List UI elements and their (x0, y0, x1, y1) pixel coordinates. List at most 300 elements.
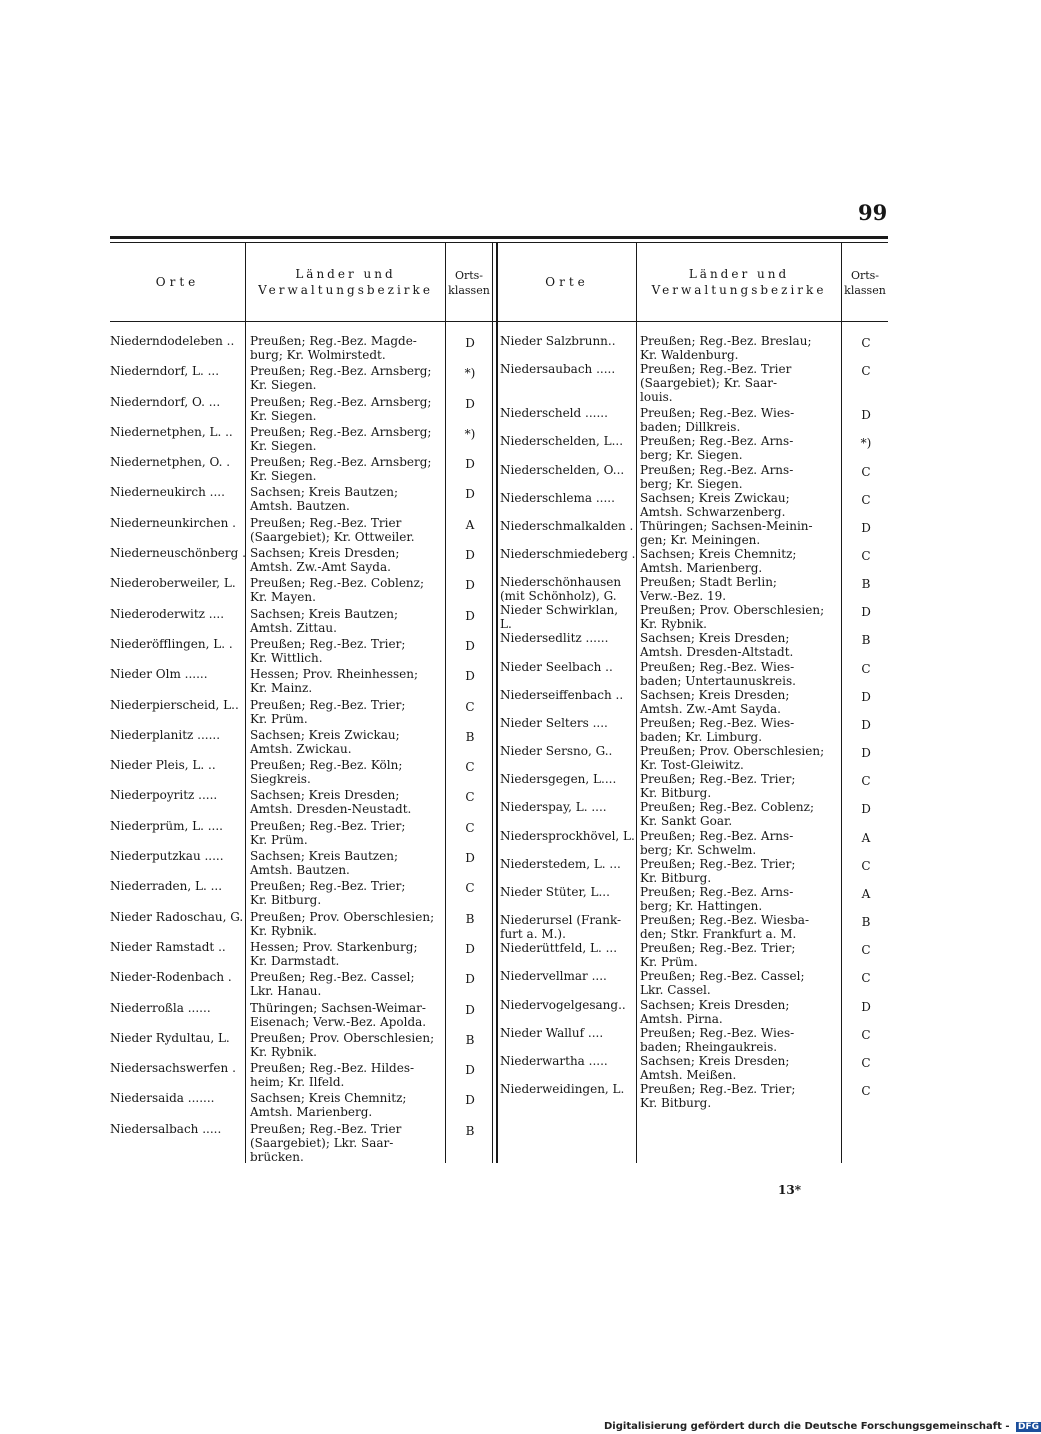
table-row (500, 688, 888, 716)
table-row (110, 546, 492, 576)
header-bottom-rule (110, 321, 888, 322)
administrative-district (640, 857, 837, 885)
table-row (110, 970, 492, 1000)
district-line: burg; Kr. Wolmirstedt. (250, 348, 386, 362)
administrative-district (250, 1001, 444, 1029)
district-line: heim; Kr. Ilfeld. (250, 1075, 345, 1090)
table-row (110, 364, 492, 394)
district-line: Sachsen; Kreis Bautzen; (250, 485, 399, 500)
district-line: Preußen; Prov. Oberschlesien; (640, 603, 825, 618)
place-name: Nieder Pleis, L. .. (110, 758, 216, 773)
place-name: Nieder Stüter, L... (500, 885, 610, 899)
ortsklasse-value: B (861, 915, 871, 930)
table-row (500, 589, 888, 603)
district-line: Amtsh. Marienberg. (640, 561, 763, 576)
district-line: den; Stkr. Frankfurt a. M. (640, 927, 797, 942)
district-line: (Saargebiet); Kr. Ottweiler. (250, 529, 415, 544)
administrative-district (250, 879, 444, 907)
table-row (500, 617, 888, 631)
administrative-district (250, 819, 444, 847)
ortsklasse-value: D (465, 851, 475, 866)
administrative-district (640, 463, 837, 491)
ortsklasse-value: D (465, 1093, 475, 1108)
header-laender-line2: Verwaltungsbezirke (258, 283, 433, 297)
place-name: Niederscheld ...... (500, 406, 608, 421)
place-name: Niederstedem, L. ... (500, 856, 621, 871)
table-row (500, 913, 888, 942)
district-line: Preußen; Reg.-Bez. Arns- (640, 462, 794, 477)
place-name: Niederneukirch .... (110, 485, 225, 500)
table-row (500, 660, 888, 688)
table-row (110, 455, 492, 485)
district-line: Sachsen; Kreis Chemnitz; (250, 1091, 407, 1106)
header-laender-line2: Verwaltungsbezirke (651, 283, 827, 297)
district-line: Preußen; Reg.-Bez. Arnsberg; (250, 364, 432, 379)
ortsklasse-value: C (861, 858, 871, 873)
place-name: Nieder Radoschau, G. (110, 909, 244, 924)
administrative-district (640, 631, 837, 659)
district-line: louis. (640, 390, 673, 405)
administrative-district (640, 969, 837, 997)
table-row (110, 758, 492, 788)
administrative-district (250, 970, 444, 998)
table-row (110, 728, 492, 758)
ortsklasse-value: B (465, 1032, 475, 1047)
ortsklasse-value: C (465, 699, 475, 714)
place-name: Niedervogelgesang.. (500, 997, 626, 1012)
header-laender-right (637, 266, 841, 298)
district-line: Sachsen; Kreis Zwickau; (250, 727, 400, 742)
place-name: Niederndorf, O. ... (110, 394, 221, 409)
ortsklasse-value: D (465, 487, 475, 502)
place-name: Nieder Olm ...... (110, 667, 208, 682)
table-row (500, 772, 888, 800)
ortsklasse-value: C (861, 774, 871, 789)
district-line: Amtsh. Marienberg. (250, 1105, 373, 1120)
place-name: Nieder Rydultau, L. (110, 1030, 230, 1045)
ortsklasse-value: A (465, 517, 475, 532)
district-line: Preußen; Reg.-Bez. Coblenz; (640, 800, 815, 815)
table-row (110, 1122, 492, 1166)
administrative-district (250, 485, 444, 513)
district-line: Siegkreis. (250, 772, 311, 787)
ortsklasse-value: D (861, 689, 871, 704)
district-line: Preußen; Reg.-Bez. Trier; (250, 636, 406, 651)
administrative-district (250, 849, 444, 877)
district-line: Sachsen; Kreis Dresden; (640, 1053, 790, 1068)
table-row (500, 334, 888, 362)
header-ortsklassen-line2: klassen (844, 284, 886, 297)
table-row (500, 857, 888, 885)
place-name: Niedernetphen, L. .. (110, 424, 233, 439)
ortsklasse-value: D (465, 1063, 475, 1078)
header-orte-right: Orte (545, 275, 589, 289)
administrative-district (250, 758, 444, 786)
place-name: Niederneunkirchen . (110, 515, 236, 530)
ortsklasse-value: C (465, 820, 475, 835)
district-line: Sachsen; Kreis Dresden; (250, 546, 400, 561)
district-line: Preußen; Reg.-Bez. Köln; (250, 758, 403, 773)
district-line: Preußen; Reg.-Bez. Wiesba- (640, 913, 810, 928)
district-line: brücken. (250, 1149, 304, 1164)
district-line: Preußen; Reg.-Bez. Arns- (640, 885, 794, 899)
administrative-district (640, 1026, 837, 1054)
table-row (500, 885, 888, 913)
administrative-district (640, 998, 837, 1026)
place-name: Niederschlema ..... (500, 490, 615, 505)
administrative-district (640, 941, 837, 969)
ortsklasse-value: C (861, 1027, 871, 1042)
district-line: Preußen; Prov. Oberschlesien; (250, 1030, 435, 1045)
district-line: Sachsen; Kreis Zwickau; (640, 490, 790, 505)
district-line: Preußen; Stadt Berlin; (640, 575, 777, 590)
header-ortsklassen-right (842, 268, 888, 298)
district-line: baden; Untertaunuskreis. (640, 673, 796, 688)
administrative-district (640, 829, 837, 857)
district-line: Preußen; Reg.-Bez. Wies- (640, 406, 795, 421)
administrative-district (250, 667, 444, 695)
place-name: Niederschönhausen (500, 575, 622, 590)
district-line: Thüringen; Sachsen-Meinin- (640, 518, 813, 533)
place-name: Niederoberweiler, L. (110, 576, 236, 591)
place-name: Niederweidingen, L. (500, 1082, 625, 1097)
table-row (110, 1031, 492, 1061)
district-line: Preußen; Reg.-Bez. Coblenz; (250, 576, 425, 591)
place-name: Nieder Salzbrunn.. (500, 334, 616, 348)
district-line: berg; Kr. Siegen. (640, 448, 743, 463)
ortsklasse-value: C (861, 492, 871, 507)
table-row (500, 603, 888, 632)
district-line: Amtsh. Zw.-Amt Sayda. (250, 560, 391, 575)
district-line: Kr. Prüm. (640, 955, 698, 970)
district-line: Preußen; Reg.-Bez. Arns- (640, 434, 794, 449)
district-line: Preußen; Reg.-Bez. Wies- (640, 715, 795, 730)
district-line: Sachsen; Kreis Dresden; (640, 631, 790, 646)
administrative-district (250, 395, 444, 423)
district-line: Preußen; Reg.-Bez. Trier; (250, 818, 406, 833)
header-rule-thick (110, 236, 888, 239)
administrative-district (640, 800, 837, 828)
place-name: Niedersaida ....... (110, 1091, 215, 1106)
table-row (110, 879, 492, 909)
table-row (500, 362, 888, 406)
table-row (500, 829, 888, 857)
table-row (500, 1054, 888, 1082)
district-line: Kr. Tost-Gleiwitz. (640, 758, 744, 773)
table-row (500, 744, 888, 772)
place-name: Nieder Seelbach .. (500, 659, 613, 674)
district-line: Preußen; Prov. Oberschlesien; (250, 909, 435, 924)
header-orte-left: Orte (155, 275, 200, 289)
district-line: Sachsen; Kreis Bautzen; (250, 849, 399, 864)
ortsklasse-value: D (861, 999, 871, 1014)
district-line: Kr. Waldenburg. (640, 348, 739, 362)
district-line: Amtsh. Dresden-Neustadt. (250, 802, 412, 817)
administrative-district (640, 1054, 837, 1082)
place-name: Nieder Schwirklan, (500, 603, 619, 618)
administrative-district (250, 1061, 444, 1089)
administrative-district (640, 334, 837, 362)
district-line: Lkr. Hanau. (250, 984, 322, 999)
administrative-district (250, 576, 444, 604)
place-name: Niederndorf, L. ... (110, 364, 220, 379)
ortsklasse-value: C (465, 790, 475, 805)
place-name: Niedersgegen, L.... (500, 772, 617, 787)
table-row (110, 485, 492, 515)
administrative-district (250, 546, 444, 574)
district-line: Kr. Bitburg. (250, 893, 322, 908)
place-name: L. (500, 617, 512, 632)
district-line: Kr. Rybnik. (640, 617, 707, 632)
administrative-district (640, 660, 837, 688)
district-line: Preußen; Reg.-Bez. Hildes- (250, 1061, 415, 1076)
table-row (110, 1001, 492, 1031)
district-line: baden; Rheingaukreis. (640, 1039, 778, 1054)
place-name: Niederputzkau ..... (110, 849, 224, 864)
ortsklasse-value: B (465, 1123, 475, 1138)
place-name: Niederneuschönberg . (110, 546, 246, 561)
district-line: Amtsh. Dresden-Altstadt. (640, 645, 794, 660)
administrative-district (250, 940, 444, 968)
ortsklasse-value: D (465, 972, 475, 987)
district-line: berg; Kr. Siegen. (640, 476, 743, 491)
district-line: Preußen; Reg.-Bez. Trier; (250, 697, 406, 712)
table-row (110, 698, 492, 728)
district-line: gen; Kr. Meiningen. (640, 532, 761, 547)
district-line: Kr. Siegen. (250, 408, 317, 423)
header-laender-line1: Länder und (295, 267, 396, 281)
district-line: (Saargebiet); Lkr. Saar- (250, 1135, 394, 1150)
table-row (500, 800, 888, 828)
place-name: Niederüttfeld, L. ... (500, 941, 618, 956)
place-name: Niederschmiedeberg . (500, 547, 636, 562)
header-rule-thin (110, 242, 888, 243)
district-line: Preußen; Reg.-Bez. Wies- (640, 659, 795, 674)
table-row (110, 849, 492, 879)
place-name: Niedersprockhövel, L. (500, 828, 635, 843)
district-line: (Saargebiet); Kr. Saar- (640, 376, 778, 391)
district-line: Preußen; Reg.-Bez. Wies- (640, 1025, 795, 1040)
district-line: Preußen; Reg.-Bez. Breslau; (640, 334, 812, 348)
left-table-body (110, 334, 492, 1166)
place-name: Nieder Selters .... (500, 715, 608, 730)
table-row (110, 516, 492, 546)
place-name: Niederschmalkalden . (500, 518, 634, 533)
ortsklasse-value: D (465, 638, 475, 653)
footer-text: Digitalisierung gefördert durch die Deutsche Forschungsgemeinschaft - (604, 1421, 1010, 1432)
place-name: Niedersaubach ..... (500, 362, 616, 377)
administrative-district (640, 772, 837, 800)
ortsklasse-value: D (861, 605, 871, 620)
place-name: Niederoderwitz .... (110, 606, 225, 621)
place-name: Nieder-Rodenbach . (110, 970, 232, 985)
ortsklasse-value: D (861, 802, 871, 817)
administrative-district (250, 607, 444, 635)
district-line: Amtsh. Zwickau. (250, 741, 352, 756)
administrative-district (640, 491, 837, 519)
place-name: Nieder Sersno, G.. (500, 744, 613, 759)
administrative-district (640, 434, 837, 462)
administrative-district (250, 1122, 444, 1164)
district-line: Kr. Siegen. (250, 469, 317, 484)
district-line: Amtsh. Meißen. (640, 1067, 737, 1082)
place-name: Niederseiffenbach .. (500, 687, 624, 702)
page-number: 99 (858, 200, 888, 225)
table-row (500, 1082, 888, 1110)
table-row (500, 434, 888, 462)
district-line: Kr. Rybnik. (250, 1044, 317, 1059)
district-line: Preußen; Reg.-Bez. Arnsberg; (250, 424, 432, 439)
administrative-district (640, 406, 837, 434)
ortsklasse-value: C (861, 943, 871, 958)
administrative-district (250, 364, 444, 392)
district-line: Kr. Darmstadt. (250, 953, 340, 968)
header-ortsklassen-line1: Orts- (850, 269, 880, 282)
column-divider (492, 243, 493, 1163)
district-line: Sachsen; Kreis Dresden; (640, 687, 790, 702)
place-name: Niederwartha ..... (500, 1053, 608, 1068)
place-name: Niederpoyritz ..... (110, 788, 218, 803)
table-row (110, 334, 492, 364)
table-row (110, 819, 492, 849)
district-line: baden; Kr. Limburg. (640, 729, 763, 744)
ortsklasse-value: D (465, 608, 475, 623)
district-line: Thüringen; Sachsen-Weimar- (250, 1000, 426, 1015)
district-line: Kr. Bitburg. (640, 1096, 712, 1111)
administrative-district (640, 362, 837, 404)
place-name: Niederschelden, O... (500, 462, 625, 477)
ortsklasse-value: D (861, 746, 871, 761)
district-line: Kr. Siegen. (250, 438, 317, 453)
ortsklasse-value: B (465, 729, 475, 744)
administrative-district (250, 455, 444, 483)
district-line: Kr. Prüm. (250, 711, 308, 726)
district-line: Kr. Prüm. (250, 832, 308, 847)
ortsklasse-value: B (861, 633, 871, 648)
district-line: berg; Kr. Hattingen. (640, 899, 763, 913)
ortsklasse-value: D (465, 941, 475, 956)
ortsklasse-value: C (861, 1084, 871, 1099)
administrative-district (640, 1082, 837, 1110)
administrative-district (250, 1091, 444, 1119)
ortsklasse-value: C (861, 661, 871, 676)
place-name: Niederroßla ...... (110, 1000, 211, 1015)
district-line: Preußen; Reg.-Bez. Trier (250, 1121, 402, 1136)
table-row (110, 607, 492, 637)
table-row (500, 716, 888, 744)
district-line: Hessen; Prov. Starkenburg; (250, 939, 418, 954)
place-name: furt a. M.). (500, 927, 566, 942)
table-row (500, 927, 888, 941)
ortsklasse-value: D (861, 408, 871, 423)
table-row (110, 395, 492, 425)
administrative-district (640, 688, 837, 716)
administrative-district (250, 334, 444, 362)
ortsklasse-value: D (465, 669, 475, 684)
district-line: Amtsh. Bautzen. (250, 863, 350, 878)
place-name: Niedersalbach ..... (110, 1121, 222, 1136)
place-name: Nieder Walluf .... (500, 1025, 604, 1040)
ortsklasse-value: *) (860, 436, 872, 451)
table-row (110, 576, 492, 606)
place-name: Niederpierscheid, L.. (110, 697, 239, 712)
district-line: Sachsen; Kreis Bautzen; (250, 606, 399, 621)
table-row (110, 940, 492, 970)
district-line: Amtsh. Pirna. (640, 1011, 723, 1026)
ortsklasse-value: D (465, 1002, 475, 1017)
ortsklasse-value: D (465, 457, 475, 472)
place-name: Niederprüm, L. .... (110, 818, 223, 833)
table-row (500, 463, 888, 491)
ortsklasse-value: *) (464, 426, 476, 441)
place-name: Niedersedlitz ...... (500, 631, 609, 646)
district-line: Preußen; Reg.-Bez. Trier (250, 515, 402, 530)
ortsklasse-value: A (861, 887, 871, 901)
dfg-logo: DFG (1018, 1422, 1040, 1432)
district-line: Kr. Wittlich. (250, 650, 323, 665)
table-row (500, 941, 888, 969)
ortsklasse-value: A (861, 830, 871, 845)
place-name: (mit Schönholz), G. (500, 589, 617, 604)
administrative-district (640, 744, 837, 772)
administrative-district (250, 910, 444, 938)
administrative-district (250, 637, 444, 665)
header-laender-line1: Länder und (688, 267, 790, 281)
administrative-district (250, 425, 444, 453)
district-line: Kr. Rybnik. (250, 923, 317, 938)
district-line: Sachsen; Kreis Dresden; (640, 997, 790, 1012)
district-line: Lkr. Cassel. (640, 983, 711, 998)
district-line: Sachsen; Kreis Dresden; (250, 788, 400, 803)
district-line: Kr. Mayen. (250, 590, 316, 605)
district-line: Preußen; Reg.-Bez. Trier; (640, 856, 796, 871)
ortsklasse-value: C (465, 881, 475, 896)
district-line: Preußen; Reg.-Bez. Magde- (250, 334, 417, 348)
district-line: Preußen; Reg.-Bez. Arns- (640, 828, 794, 843)
place-name: Niedervellmar .... (500, 969, 607, 984)
ortsklasse-value: C (861, 549, 871, 564)
place-name: Niederplanitz ...... (110, 727, 221, 742)
header-ortsklassen-line2: klassen (448, 284, 490, 297)
sheet-signature: 13* (778, 1183, 801, 1197)
ortsklasse-value: B (465, 911, 475, 926)
table-row (500, 519, 888, 547)
district-line: Amtsh. Bautzen. (250, 499, 350, 514)
district-line: Hessen; Prov. Rheinhessen; (250, 667, 419, 682)
ortsklasse-value: C (465, 760, 475, 775)
table-row (500, 1026, 888, 1054)
ortsklasse-value: C (861, 336, 871, 350)
district-line: Preußen; Reg.-Bez. Trier; (640, 772, 796, 787)
district-line: Amtsh. Zittau. (250, 620, 337, 635)
district-line: Preußen; Prov. Oberschlesien; (640, 744, 825, 759)
header-ortsklassen-left (446, 268, 492, 298)
district-line: berg; Kr. Schwelm. (640, 842, 757, 857)
table-row (110, 1091, 492, 1121)
ortsklasse-value: D (861, 520, 871, 535)
place-name: Niederraden, L. ... (110, 879, 223, 894)
administrative-district (640, 716, 837, 744)
ortsklasse-value: C (861, 1055, 871, 1070)
footer-credit (604, 1421, 1041, 1432)
district-line: Eisenach; Verw.-Bez. Apolda. (250, 1014, 427, 1029)
district-line: Preußen; Reg.-Bez. Trier (640, 362, 792, 377)
district-line: Preußen; Reg.-Bez. Arnsberg; (250, 394, 432, 409)
table-row (110, 910, 492, 940)
table-row (500, 998, 888, 1026)
ortsklasse-value: C (861, 971, 871, 986)
place-name: Niedersachswerfen . (110, 1061, 236, 1076)
